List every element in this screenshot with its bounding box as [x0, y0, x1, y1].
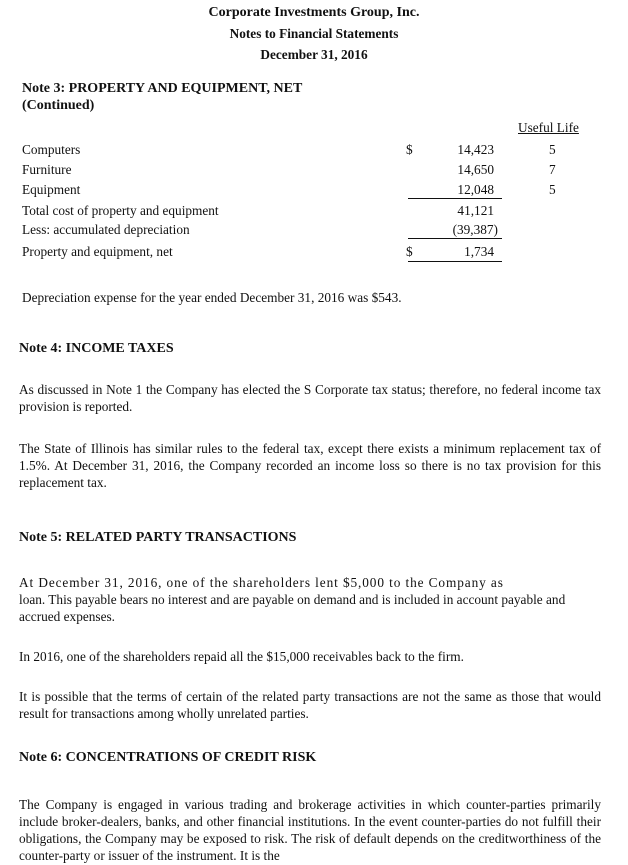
- row-useful-life: 7: [549, 162, 556, 177]
- row-amount: 12,048: [457, 182, 494, 197]
- note5-paragraph-1-rest: loan. This payable bears no interest and are payable on demand and is included in account payable and accrued expenses.: [19, 592, 566, 624]
- note4-paragraph-2: The State of Illinois has similar rules to the federal tax, except there exists a minimum replacement tax of 1.5%. At December 31, 2016, the Company recorded an income loss so there is no tax provision for this replacement tax.: [19, 441, 601, 490]
- note4-paragraph-1: As discussed in Note 1 the Company has elected the S Corporate tax status; therefore, no federal income tax provision is reported.: [19, 382, 601, 414]
- note5-paragraph-1: [19, 574, 601, 625]
- document-subtitle: Notes to Financial Statements: [229, 26, 399, 41]
- row-label: Furniture: [22, 162, 72, 177]
- statement-date: December 31, 2016: [260, 47, 368, 62]
- note4-heading: Note 4: INCOME TAXES: [19, 341, 174, 356]
- row-amount: 1,734: [464, 244, 494, 259]
- currency-symbol: $: [406, 142, 413, 157]
- row-amount: (39,387): [452, 222, 498, 237]
- row-useful-life: 5: [549, 182, 556, 197]
- company-name: Corporate Investments Group, Inc.: [208, 5, 420, 20]
- note5-paragraph-3: It is possible that the terms of certain of the related party transactions are not the same as those that would result for transactions among wholly unrelated parties.: [19, 689, 601, 721]
- depreciation-note: Depreciation expense for the year ended December 31, 2016 was $543.: [22, 290, 402, 305]
- subtotal-rule: [408, 198, 502, 199]
- row-label: Total cost of property and equipment: [22, 203, 219, 218]
- row-amount: 41,121: [457, 203, 494, 218]
- row-useful-life: 5: [549, 142, 556, 157]
- total-underline: [408, 261, 502, 262]
- note3-continued: (Continued): [22, 98, 95, 113]
- row-label: Property and equipment, net: [22, 244, 173, 259]
- note5-paragraph-1-lead: At December 31, 2016, one of the shareholders lent $5,000 to the Company as: [19, 575, 504, 590]
- note5-paragraph-2: In 2016, one of the shareholders repaid all the $15,000 receivables back to the firm.: [19, 649, 464, 664]
- note6-heading: Note 6: CONCENTRATIONS OF CREDIT RISK: [19, 750, 317, 765]
- row-label: Less: accumulated depreciation: [22, 222, 190, 237]
- net-rule: [408, 238, 502, 239]
- note6-paragraph-1: The Company is engaged in various trading and brokerage activities in which counter-parties primarily include broker-dealers, banks, and other financial institutions. In the event counter-parties do not fulfill their obligations, the Company may be exposed to risk. The risk of default depends on the creditworthiness of the counter-party or issuer of the instrument. It is the: [19, 797, 601, 863]
- currency-symbol: $: [406, 244, 413, 259]
- row-label: Equipment: [22, 182, 81, 197]
- useful-life-header: Useful Life: [518, 120, 579, 135]
- note5-heading: Note 5: RELATED PARTY TRANSACTIONS: [19, 530, 297, 545]
- row-amount: 14,650: [457, 162, 494, 177]
- note3-heading: Note 3: PROPERTY AND EQUIPMENT, NET: [22, 81, 303, 96]
- row-amount: 14,423: [457, 142, 494, 157]
- row-label: Computers: [22, 142, 81, 157]
